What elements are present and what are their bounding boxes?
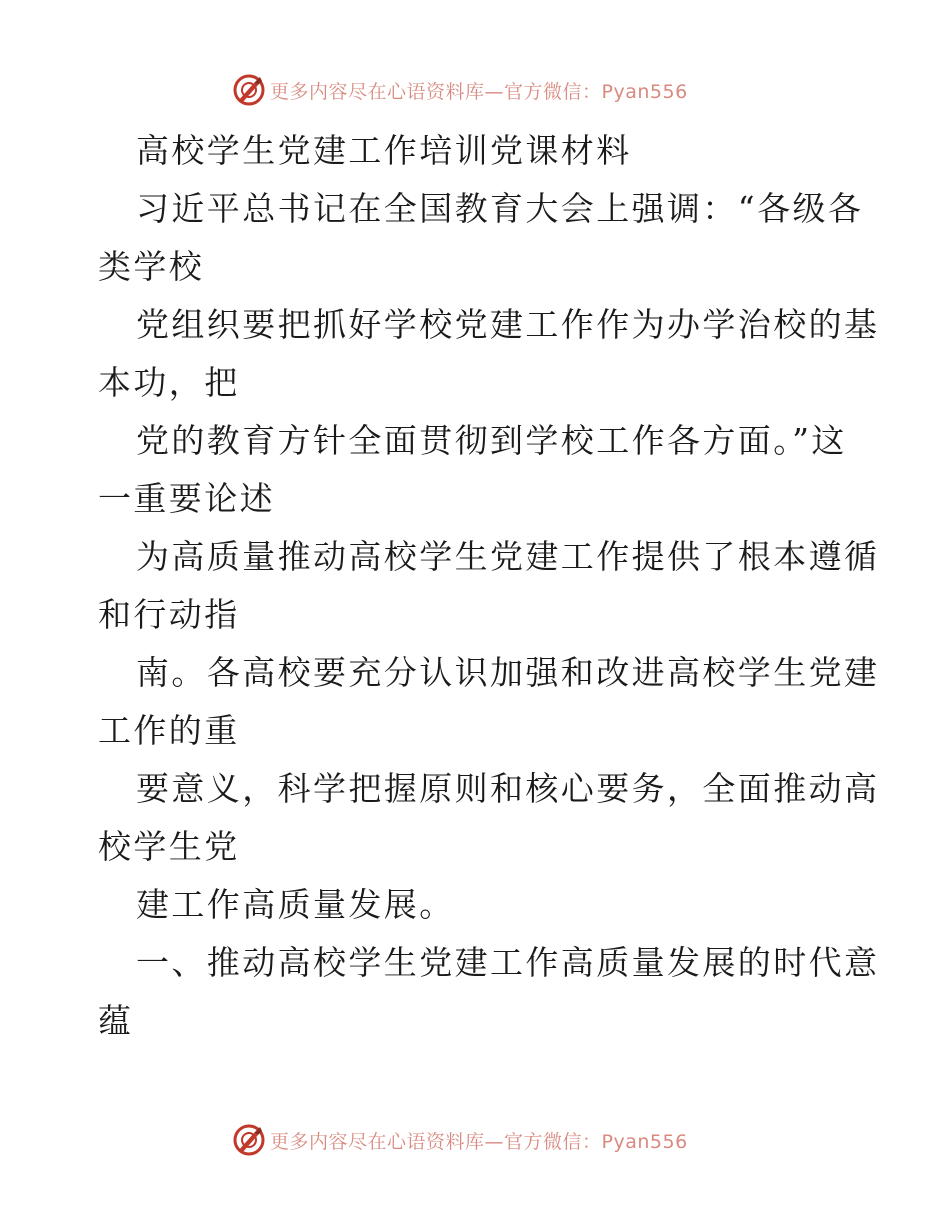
text-line: 类学校 [98,247,205,286]
brand-logo-icon [232,73,266,107]
header-watermark [232,72,688,108]
watermark-text: 更多内容尽在心语资料库—官方微信：Pyan556 [270,1130,688,1153]
text-line: 为高质量推动高校学生党建工作提供了根本遵循 [136,537,880,576]
text-line: 党组织要把抓好学校党建工作作为办学治校的基 [136,305,880,344]
text-line: 高校学生党建工作培训党课材料 [136,131,632,170]
text-line: 南。各高校要充分认识加强和改进高校学生党建 [136,653,880,692]
text-line: 建工作高质量发展。 [136,885,455,924]
brand-logo-icon [232,1123,266,1157]
footer-watermark [232,1122,688,1158]
text-line: 校学生党 [98,827,240,866]
text-line: 和行动指 [98,595,240,634]
document-body [98,122,880,1050]
watermark-text: 更多内容尽在心语资料库—官方微信：Pyan556 [270,80,688,103]
text-line: 习近平总书记在全国教育大会上强调：“各级各 [136,189,864,228]
text-line: 蕴 [98,1001,134,1040]
text-line: 一、推动高校学生党建工作高质量发展的时代意 [136,943,880,982]
text-line: 工作的重 [98,711,240,750]
text-line: 要意义，科学把握原则和核心要务，全面推动高 [136,769,880,808]
text-line: 一重要论述 [98,479,275,518]
text-line: 本功，把 [98,363,240,402]
text-line: 党的教育方针全面贯彻到学校工作各方面。”这 [136,421,847,460]
